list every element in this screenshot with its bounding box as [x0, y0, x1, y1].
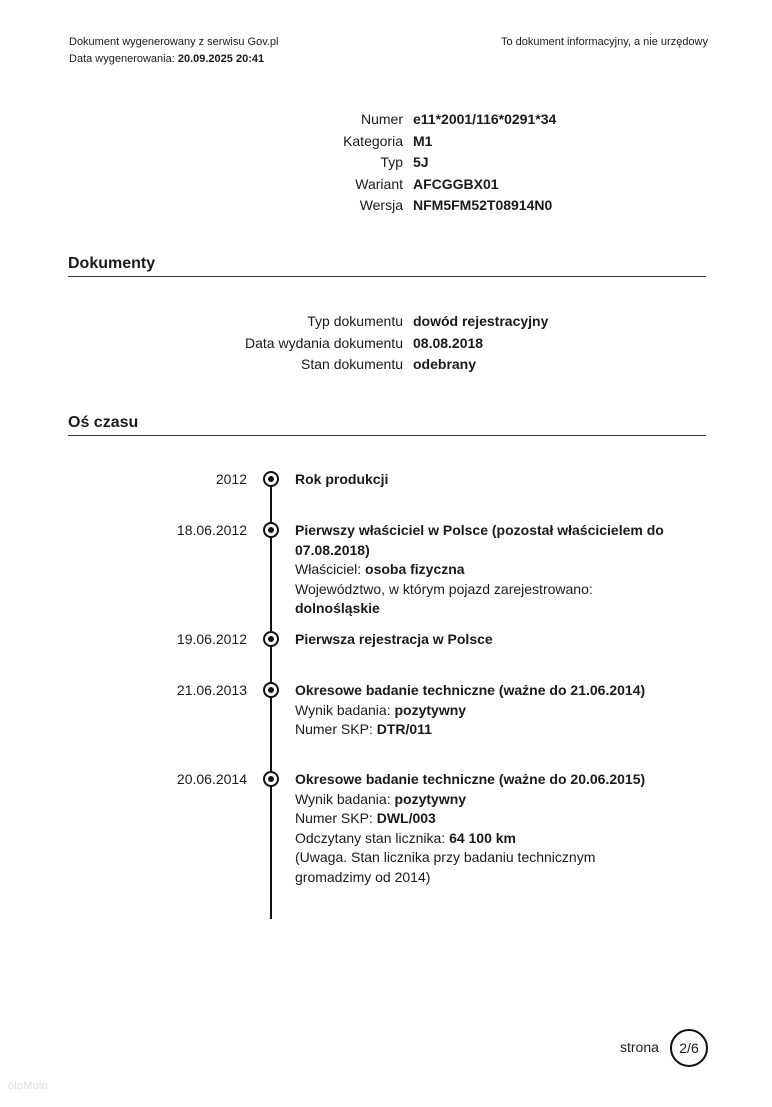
detail-value: DWL/003	[376, 810, 436, 826]
timeline-body	[295, 770, 675, 887]
timeline-dot-icon	[263, 771, 279, 787]
vehicle-value: M1	[413, 132, 433, 149]
vehicle-label: Wariant	[355, 175, 403, 192]
timeline-detail	[295, 720, 675, 740]
timeline-body	[295, 521, 675, 619]
timeline-line	[270, 478, 272, 919]
section-title-timeline: Oś czasu	[68, 413, 706, 436]
timeline-detail	[295, 790, 675, 810]
header-date-label: Data wygenerowania:	[69, 53, 178, 65]
page-indicator	[620, 1029, 708, 1065]
timeline-detail	[295, 701, 675, 721]
header-disclaimer: To dokument informacyjny, a nie urzędowy	[500, 36, 708, 48]
vehicle-row-category	[300, 131, 556, 153]
vehicle-value: AFCGGBX01	[413, 175, 499, 192]
vehicle-row-variant	[300, 174, 556, 196]
timeline-note: (Uwaga. Stan licznika przy badaniu technicznym gromadzimy od 2014)	[295, 849, 596, 885]
timeline-title: Pierwsza rejestracja w Polsce	[295, 631, 493, 647]
header-date-value: 20.09.2025 20:41	[177, 53, 265, 65]
vehicle-info	[300, 109, 556, 217]
vehicle-value: e11*2001/116*0291*34	[413, 111, 557, 127]
header-generated-info	[69, 34, 279, 68]
vehicle-value: NFM5FM52T08914N0	[413, 197, 553, 213]
timeline-detail	[295, 809, 675, 829]
document-label: Stan dokumentu	[301, 356, 403, 372]
detail-value: 64 100 km	[449, 829, 517, 846]
detail-label: Właściciel:	[295, 561, 366, 577]
detail-label: Województwo, w którym pojazd zarejestrowano:	[295, 580, 593, 597]
timeline-title: Okresowe badanie techniczne (ważne do 21.06.2014)	[295, 682, 646, 698]
timeline-date: 19.06.2012	[176, 631, 247, 647]
timeline-date: 2012	[215, 471, 247, 487]
watermark: otoMoto	[8, 1080, 48, 1092]
detail-value: DTR/011	[376, 721, 432, 737]
page-label: strona	[620, 1039, 659, 1055]
vehicle-value: 5J	[413, 154, 429, 170]
timeline-date: 18.06.2012	[176, 522, 247, 538]
document-value: odebrany	[413, 356, 477, 372]
timeline-dot-icon	[263, 522, 279, 538]
timeline-date: 20.06.2014	[176, 771, 247, 787]
vehicle-label: Wersja	[359, 197, 403, 213]
document-value: dowód rejestracyjny	[413, 313, 549, 329]
timeline-title: Pierwszy właściciel w Polsce (pozostał właścicielem do 07.08.2018)	[295, 522, 664, 558]
document-label: Data wydania dokumentu	[245, 334, 403, 351]
timeline-title: Rok produkcji	[295, 471, 389, 487]
vehicle-label: Numer	[360, 111, 403, 127]
detail-label: Odczytany stan licznika:	[295, 829, 450, 846]
timeline-date: 21.06.2013	[176, 682, 247, 698]
vehicle-label: Kategoria	[343, 132, 403, 149]
timeline-dot-icon	[263, 631, 279, 647]
timeline-detail	[295, 560, 675, 580]
detail-label: Numer SKP:	[295, 721, 377, 737]
vehicle-row-type	[300, 152, 556, 174]
timeline-body	[295, 630, 675, 650]
detail-label: Numer SKP:	[295, 810, 377, 826]
timeline-dot-icon	[263, 471, 279, 487]
timeline-detail	[295, 829, 675, 849]
detail-value: pozytywny	[394, 701, 467, 718]
timeline-title: Okresowe badanie techniczne (ważne do 20.06.2015)	[295, 771, 646, 787]
document-row-issue-date	[200, 333, 548, 355]
section-title-documents: Dokumenty	[68, 254, 706, 277]
timeline-dot-icon	[263, 682, 279, 698]
document-row-type	[200, 311, 548, 333]
vehicle-row-number	[300, 109, 556, 131]
detail-value: pozytywny	[394, 790, 467, 807]
header-date	[69, 51, 279, 68]
header-source: Dokument wygenerowany z serwisu Gov.pl	[69, 36, 279, 48]
vehicle-row-version	[300, 195, 556, 217]
timeline-body	[295, 681, 675, 740]
document-label: Typ dokumentu	[307, 313, 403, 329]
documents-info	[200, 311, 548, 376]
detail-label: Wynik badania:	[295, 790, 395, 807]
timeline-body	[295, 470, 675, 490]
detail-value: dolnośląskie	[295, 600, 380, 616]
timeline-detail	[295, 580, 675, 619]
document-row-status	[200, 354, 548, 376]
detail-value: osoba fizyczna	[365, 561, 465, 577]
document-value: 08.08.2018	[413, 334, 484, 351]
page-number: 2/6	[670, 1029, 708, 1067]
detail-label: Wynik badania:	[295, 701, 395, 718]
vehicle-label: Typ	[380, 154, 403, 170]
